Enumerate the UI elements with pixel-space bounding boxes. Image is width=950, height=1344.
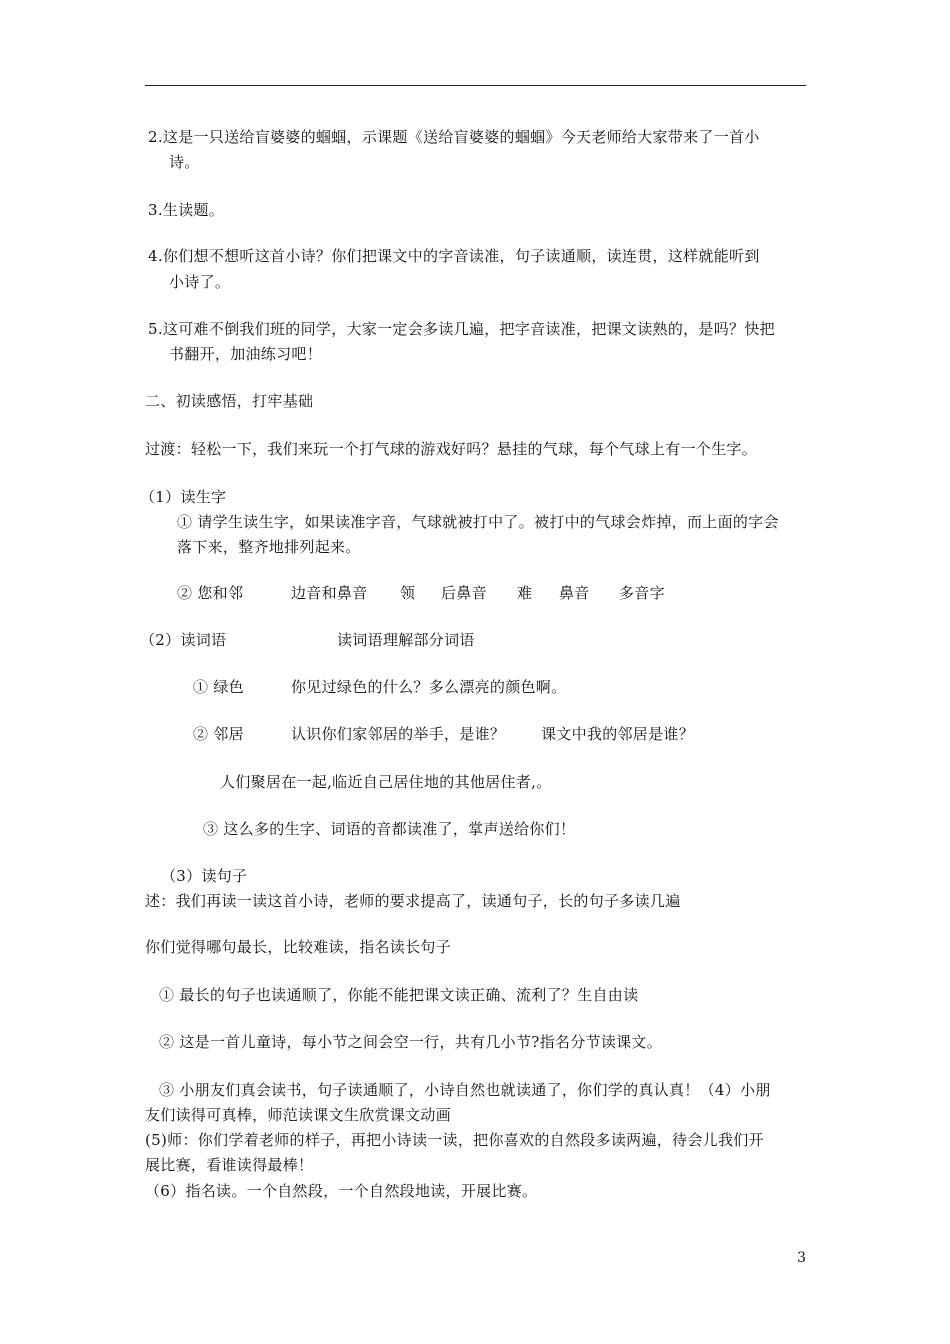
characters-item: 领 — [400, 584, 416, 602]
item-5-line-2: 书翻开，加油练习吧！ — [169, 345, 323, 363]
read-sentences-heading: （3）读句子 — [161, 867, 248, 885]
item-2-line-1: 2.这是一只送给盲婆婆的蝈蝈，示课题《送给盲婆婆的蝈蝈》今天老师给大家带来了一首小 — [148, 128, 760, 146]
page-number: 3 — [797, 1250, 806, 1266]
item-4-line-2: 小诗了。 — [169, 273, 231, 291]
sentences-step-2: ② 这是一首儿童诗，每小节之间会空一行，共有几小节?指名分节读课文。 — [159, 1033, 663, 1051]
word-3-text: ③ 这么多的生字、词语的音都读准了，掌声送给你们！ — [203, 820, 576, 838]
step-5-line-2: 展比赛，看谁读得最棒！ — [145, 1156, 314, 1174]
step-5-line-1: (5)师：你们学着老师的样子，再把小诗读一读，把你喜欢的自然段多读两遍，待会儿我们开 — [145, 1131, 764, 1149]
sentences-intro: 述：我们再读一读这首小诗，老师的要求提高了，读通句子，长的句子多读几遍 — [145, 892, 681, 910]
word-1-text: 你见过绿色的什么？多么漂亮的颜色啊。 — [291, 678, 567, 696]
characters-item: 难 — [517, 584, 533, 602]
word-2-text-2: 课文中我的邻居是谁？ — [541, 725, 695, 743]
characters-item: ② 您和邻 — [177, 584, 244, 602]
sentences-step-3-line-1: ③ 小朋友们真会读书，句子读通顺了，小诗自然也就读通了，你们学的真认真！（4）小朋 — [159, 1081, 771, 1099]
item-4-line-1: 4.你们想不想听这首小诗？你们把课文中的字音读准，句子读通顺，读连贯，这样就能听到 — [148, 247, 760, 265]
word-2-text: 认识你们家邻居的举手，是谁？ — [291, 725, 506, 743]
sentences-question: 你们觉得哪句最长，比较难读，指名读长句子 — [145, 938, 452, 956]
characters-item: 鼻音 — [559, 584, 590, 602]
characters-item: 多音字 — [619, 584, 665, 602]
sentences-step-1: ① 最长的句子也读通顺了，你能不能把课文读正确、流利了？生自由读 — [159, 986, 639, 1004]
item-5-line-1: 5.这可难不倒我们班的同学，大家一定会多读几遍，把字音读准，把课文读熟的，是吗？快把 — [148, 320, 775, 338]
characters-item: 后鼻音 — [441, 584, 487, 602]
step-6: （6）指名读。一个自然段，一个自然段地读，开展比赛。 — [145, 1182, 538, 1200]
sentences-step-3-line-2: 友们读得可真棒，师范读课文生欣赏课文动画 — [145, 1106, 452, 1124]
header-rule — [145, 85, 806, 86]
transition-text: 过渡：轻松一下，我们来玩一个打气球的游戏好吗？悬挂的气球，每个气球上有一个生字。 — [145, 440, 758, 458]
item-3: 3.生读题。 — [148, 201, 225, 219]
characters-item: 边音和鼻音 — [291, 584, 368, 602]
read-characters-heading: （1）读生字 — [140, 488, 227, 506]
characters-step-1-line-2: 落下来，整齐地排列起来。 — [177, 538, 361, 556]
characters-step-1-line-1: ① 请学生读生字，如果读准字音，气球就被打中了。被打中的气球会炸掉，而上面的字会 — [177, 513, 779, 531]
word-2-term: ② 邻居 — [193, 725, 244, 743]
word-2-definition: 人们聚居在一起,临近自己居住地的其他居住者,。 — [220, 773, 552, 791]
read-words-heading: （2）读词语 — [140, 631, 227, 649]
section-heading: 二、初读感悟，打牢基础 — [145, 392, 314, 410]
word-1-term: ① 绿色 — [193, 678, 244, 696]
item-2-line-2: 诗。 — [169, 153, 200, 171]
read-words-note: 读词语理解部分词语 — [337, 631, 475, 649]
